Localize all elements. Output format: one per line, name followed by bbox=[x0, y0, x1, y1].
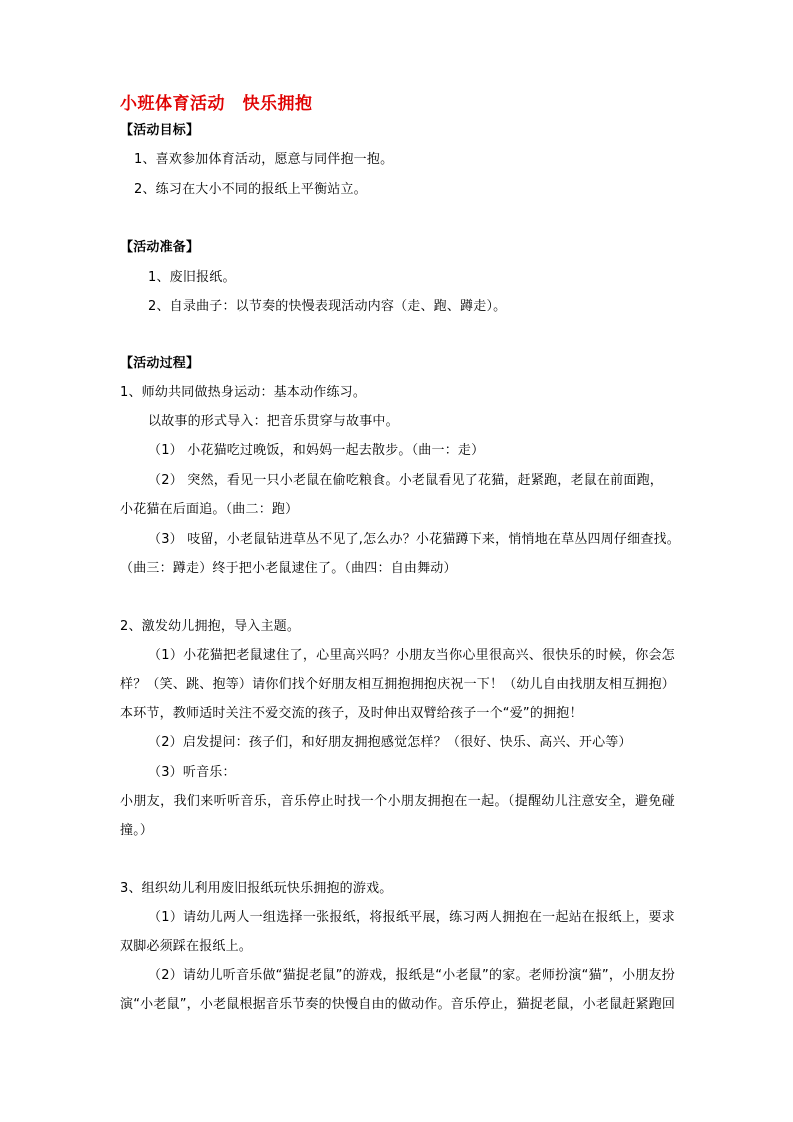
paragraph-line: 双脚必须踩在报纸上。 bbox=[120, 939, 253, 954]
paragraph-line: 样？（笑、跳、抱等）请你们找个好朋友相互拥抱拥抱庆祝一下！（幼儿自由找朋友相互拥抱） bbox=[120, 677, 675, 692]
paragraph-line: （2） 突然，看见一只小老鼠在偷吃粮食。小老鼠看见了花猫，赶紧跑，老鼠在前面跑， bbox=[148, 473, 663, 488]
paragraph-line: （1） 小花猫吃过晚饭，和妈妈一起去散步。（曲一：走） bbox=[148, 443, 485, 458]
paragraph-line: 本环节，教师适时关注不爱交流的孩子，及时伸出双臂给孩子一个“爱”的拥抱！ bbox=[120, 706, 583, 721]
paragraph-line: （1）请幼儿两人一组选择一张报纸，将报纸平展，练习两人拥抱在一起站在报纸上，要求 bbox=[148, 910, 675, 925]
paragraph-line: 演“小老鼠”，小老鼠根据音乐节奏的快慢自由的做动作。音乐停止，猫捉老鼠，小老鼠赶紧跑回 bbox=[120, 997, 676, 1012]
paragraph-line: （2）启发提问：孩子们，和好朋友拥抱感觉怎样？（很好、快乐、高兴、开心等） bbox=[148, 735, 632, 750]
paragraph-line: 小朋友，我们来听听音乐，音乐停止时找一个小朋友拥抱在一起。（提醒幼儿注意安全，避免碰 bbox=[120, 794, 675, 809]
section-title: 2、激发幼儿拥抱，导入主题。 bbox=[120, 619, 301, 634]
paragraph-line: （3）听音乐： bbox=[148, 765, 236, 780]
process-heading: 【活动过程】 bbox=[120, 356, 200, 371]
section-title: 3、组织幼儿利用废旧报纸玩快乐拥抱的游戏。 bbox=[120, 881, 393, 896]
paragraph-line: （3） 吱留，小老鼠钻进草丛不见了,怎么办？小花猫蹲下来，悄悄地在草丛四周仔细查找。 bbox=[148, 532, 680, 547]
goal-item: 2、练习在大小不同的报纸上平衡站立。 bbox=[134, 182, 367, 197]
paragraph-line: 撞。） bbox=[120, 823, 154, 838]
paragraph-line: （1）小花猫把老鼠逮住了，心里高兴吗？小朋友当你心里很高兴、很快乐的时候，你会怎 bbox=[148, 648, 675, 663]
goals-heading: 【活动目标】 bbox=[120, 123, 200, 138]
paragraph-line: 小花猫在后面追。（曲二：跑） bbox=[120, 502, 299, 517]
paragraph-line: （2）请幼儿听音乐做“猫捉老鼠”的游戏，报纸是“小老鼠”的家。老师扮演“猫”，小朋友扮 bbox=[148, 968, 675, 983]
section-title: 1、师幼共同做热身运动：基本动作练习。 bbox=[120, 385, 367, 400]
prep-heading: 【活动准备】 bbox=[120, 240, 200, 255]
document-title: 小班体育活动 快乐拥抱 bbox=[120, 94, 313, 114]
paragraph-line: 以故事的形式导入：把音乐贯穿与故事中。 bbox=[148, 414, 399, 429]
prep-item: 2、自录曲子：以节奏的快慢表现活动内容（走、跑、蹲走）。 bbox=[148, 299, 507, 314]
prep-item: 1、废旧报纸。 bbox=[148, 270, 236, 285]
paragraph-line: （曲三：蹲走）终于把小老鼠逮住了。（曲四：自由舞动） bbox=[120, 561, 457, 576]
goal-item: 1、喜欢参加体育活动，愿意与同伴抱一抱。 bbox=[134, 152, 394, 167]
